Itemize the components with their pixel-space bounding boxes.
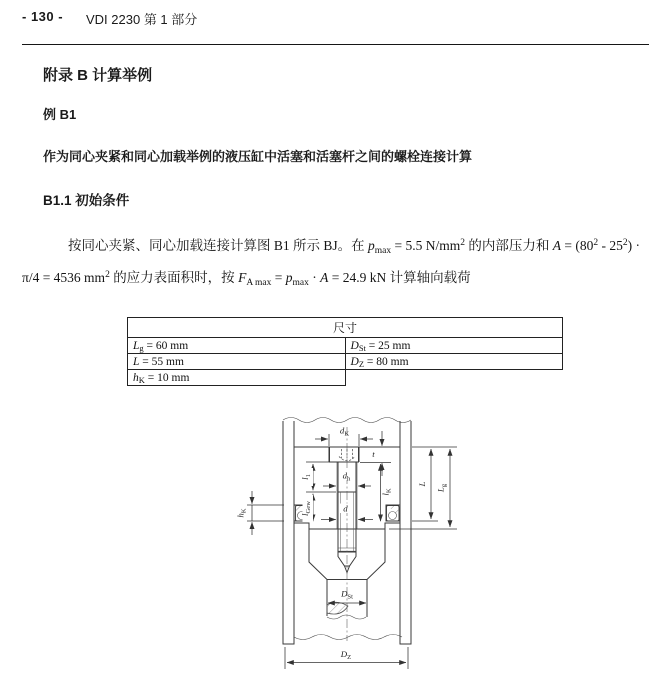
svg-text:t: t [372, 449, 375, 459]
table-cell: $D_{St} = 25$ mm [345, 338, 563, 354]
table-cell: $D_Z = 80$ mm [345, 354, 563, 370]
svg-text:d: d [343, 503, 348, 514]
example-description: 作为同心夹紧和同心加载举例的液压缸中活塞和活塞杆之间的螺栓连接计算 [43, 149, 473, 164]
table-title: 尺寸 [128, 318, 563, 338]
cylinder-wall-left [283, 421, 294, 644]
page-number: - 130 - [22, 9, 64, 24]
svg-text:lK: $l_K$ [380, 488, 393, 496]
svg-text:dh: $d_h$ [342, 470, 351, 483]
table-cell: L = 55 mm [128, 354, 346, 370]
dim-hk [236, 491, 285, 535]
dim-dk [315, 426, 373, 447]
rod-break-blob [327, 602, 348, 614]
svg-text:L: L [417, 481, 427, 487]
svg-text:DZ: $D_Z$ [340, 649, 352, 662]
table-row [128, 370, 563, 386]
header-rule [22, 44, 649, 45]
dim-l1 [300, 462, 336, 492]
seal-right [387, 506, 400, 522]
svg-text:hK: $h_K$ [235, 508, 248, 518]
dim-t [360, 431, 391, 476]
dim-dst [328, 589, 366, 604]
break-line-bottom [294, 635, 402, 640]
table-cell: $L_g = 60$ mm [128, 338, 346, 354]
subsection-heading: B1.1 初始条件 [43, 193, 130, 208]
dim-dz [285, 647, 408, 669]
svg-text:lGew: $l_{Gew}$ [300, 501, 313, 516]
document-title: VDI 2230 第 1 部分 [86, 12, 198, 27]
svg-text:dK: $d_K$ [339, 425, 350, 438]
break-line-top [283, 418, 411, 423]
dimensions-table [127, 317, 563, 386]
appendix-heading: 附录 B 计算举例 [43, 67, 153, 84]
svg-text:l1: $l_1$ [300, 474, 313, 480]
body-paragraph: 按同心夹紧、同心加载连接计算图 B1 所示 BJ。在 $p_{max} = 5.5$ $N/mm^2$ 的内部压力和 $A = (80^2 - 25^2) \cdot \pi/4 = 4536$ $mm^2$ 的应力表面积时，按 $F_{A max} = p_{max} \cdot A = 24.9$ kN 计算轴向载荷 [22, 238, 640, 288]
example-heading: 例 B1 [43, 107, 77, 122]
svg-text:DSt: $D_{St}$ [341, 588, 353, 601]
cylinder-wall-right [400, 421, 411, 644]
table-row [128, 338, 563, 354]
svg-text:Lg: $L_g$ [435, 483, 448, 493]
figure-b1-diagram [228, 402, 468, 673]
table-cell: $h_K = 10$ mm [128, 370, 346, 386]
table-row [128, 354, 563, 370]
table-cell-empty [345, 370, 563, 386]
